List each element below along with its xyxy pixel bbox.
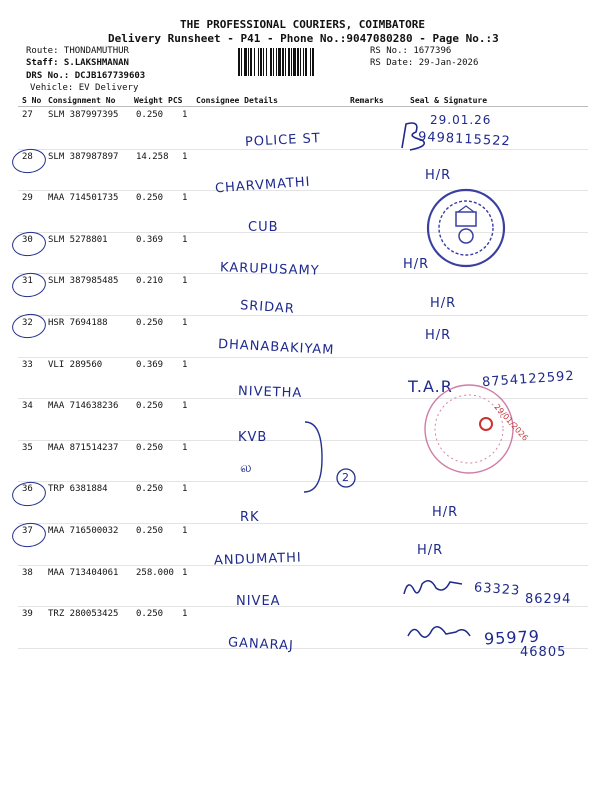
barcode-bar <box>276 48 277 76</box>
circle-mark-28 <box>10 147 47 175</box>
barcode-bar <box>300 48 301 76</box>
barcode-bar <box>273 48 274 76</box>
hand-consignee-8: KVB <box>238 430 268 445</box>
hand-consignee-6: DHANABAKIYAM <box>217 336 335 359</box>
col-remarks: Remarks <box>350 96 384 105</box>
barcode-bar <box>305 48 307 76</box>
barcode-icon <box>238 48 366 76</box>
barcode-bar <box>250 48 252 76</box>
row-consignment: MAA 714638236 <box>48 401 119 412</box>
row-pcs: 1 <box>182 609 188 620</box>
sig-tar: T.A.R <box>408 377 453 396</box>
col-seal-signature: Seal & Signature <box>410 96 488 105</box>
row-sno: 33 <box>22 359 33 370</box>
hand-consignee-5: SRIDAR <box>239 298 296 317</box>
barcode-bar <box>285 48 286 76</box>
row-pcs: 1 <box>182 526 188 536</box>
row-sno: 37 <box>22 526 33 536</box>
row-divider <box>18 565 588 566</box>
row-consignment: SLM 387997395 <box>48 110 119 120</box>
row-weight: 0.250 <box>136 401 164 412</box>
row-pcs: 1 <box>182 193 188 204</box>
row-divider <box>18 606 588 607</box>
row-sno: 29 <box>22 193 33 204</box>
rs-date: RS Date: 29-Jan-2026 <box>370 58 479 68</box>
col-sno: S No <box>22 96 42 105</box>
hand-consignee-3: CUB <box>248 220 279 235</box>
row-weight: 0.250 <box>136 110 164 120</box>
sig-date: 29.01.26 <box>430 113 492 127</box>
sig-num-2: 86294 <box>525 592 572 607</box>
circle-mark-30 <box>10 230 47 258</box>
sig-hr-5: H/R <box>432 505 459 520</box>
sig-num-3: 95979 <box>483 626 541 649</box>
barcode-bar <box>282 48 284 76</box>
row-sno: 35 <box>22 442 33 453</box>
hand-tamil-mark: ல <box>240 460 253 476</box>
row-pcs: 1 <box>182 276 188 287</box>
row-sno: 38 <box>22 567 33 578</box>
row-sno: 30 <box>22 234 33 245</box>
row-weight: 0.250 <box>136 193 164 204</box>
row-weight: 0.250 <box>136 318 164 328</box>
barcode-bar <box>310 48 311 76</box>
barcode-bar <box>312 48 314 76</box>
stamp-date: 29/01/2026 <box>492 402 530 443</box>
barcode-bar <box>293 48 296 76</box>
hand-consignee-4: KARUPUSAMY <box>219 260 320 279</box>
row-weight: 14.258 <box>136 151 169 162</box>
sig-num-4: 46805 <box>520 645 567 660</box>
barcode-bar <box>266 48 267 76</box>
sig-hr-6: H/R <box>417 543 444 558</box>
barcode-bar <box>297 48 299 76</box>
hand-consignee-1: POLICE ST <box>244 131 322 150</box>
row-pcs: 1 <box>182 442 188 453</box>
row-pcs: 1 <box>182 484 188 495</box>
barcode-bar <box>238 48 240 76</box>
row-consignment: TRZ 280053425 <box>48 609 119 620</box>
row-weight: 258.000 <box>136 567 174 578</box>
row-consignment: SLM 5278801 <box>48 234 108 245</box>
runsheet-subtitle: Delivery Runsheet - P41 - Phone No.:9047080280 - Page No.:3 <box>108 32 499 45</box>
hand-consignee-2: CHARVMATHI <box>214 174 312 197</box>
barcode-bar <box>241 48 242 76</box>
col-consignment: Consignment No <box>48 96 116 105</box>
rs-number: RS No.: 1677396 <box>370 46 452 56</box>
row-consignment: SLM 387985485 <box>48 276 119 287</box>
row-divider <box>18 523 588 524</box>
hand-consignee-11: NIVEA <box>236 594 281 609</box>
barcode-bar <box>270 48 272 76</box>
hand-consignee-10: ANDUMATHI <box>213 550 303 569</box>
row-consignment: MAA 714501735 <box>48 193 119 204</box>
row-consignment: MAA 871514237 <box>48 442 119 453</box>
row-pcs: 1 <box>182 234 188 245</box>
barcode-bar <box>258 48 259 76</box>
bracket-mark <box>300 418 360 498</box>
circle-mark-32 <box>10 312 47 340</box>
route-label: Route: THONDAMUTHUR <box>26 46 129 56</box>
row-pcs: 1 <box>182 567 188 578</box>
barcode-bar <box>254 48 255 76</box>
hand-consignee-12: GANARAJ <box>227 635 295 654</box>
row-weight: 0.369 <box>136 359 164 370</box>
vehicle-label: Vehicle: EV Delivery <box>30 83 139 93</box>
row-consignment: MAA 716500032 <box>48 526 119 536</box>
col-consignee: Consignee Details <box>196 96 278 105</box>
row-sno: 31 <box>22 276 33 287</box>
row-sno: 39 <box>22 609 33 620</box>
sig-num-1: 63323 <box>473 580 521 599</box>
row-pcs: 1 <box>182 401 188 412</box>
row-consignment: SLM 387987897 <box>48 151 119 162</box>
row-pcs: 1 <box>182 151 188 162</box>
row-sno: 32 <box>22 318 33 328</box>
hand-consignee-7: NIVETHA <box>237 383 303 402</box>
barcode-bar <box>244 48 247 76</box>
barcode-bar <box>260 48 262 76</box>
barcode-bar <box>248 48 249 76</box>
row-pcs: 1 <box>182 359 188 370</box>
row-sno: 34 <box>22 401 33 412</box>
rubber-seal-stamp <box>420 380 518 478</box>
drs-label: DRS No.: DCJB167739603 <box>26 71 146 81</box>
tamil-signature-1 <box>400 572 470 602</box>
row-weight: 0.250 <box>136 484 164 495</box>
staff-label: Staff: S.LAKSHMANAN <box>26 58 129 68</box>
row-weight: 0.250 <box>136 526 164 536</box>
row-sno: 27 <box>22 110 33 120</box>
sig-hr-3: H/R <box>430 296 457 311</box>
signature-scribble <box>396 118 430 154</box>
barcode-bar <box>303 48 304 76</box>
sig-hr-1: H/R <box>425 168 452 183</box>
barcode-bar <box>291 48 292 76</box>
sig-phone-2: 8754122592 <box>481 368 576 391</box>
row-pcs: 1 <box>182 110 188 120</box>
sig-hr-2: H/R <box>403 257 430 272</box>
row-sno: 36 <box>22 484 33 495</box>
row-sno: 28 <box>22 151 33 162</box>
tamil-signature-2 <box>404 618 478 648</box>
row-divider <box>18 357 588 358</box>
barcode-bar <box>263 48 264 76</box>
circle-mark-31 <box>10 271 47 299</box>
row-divider <box>18 648 588 649</box>
sig-hr-4: H/R <box>425 328 452 343</box>
row-consignment: TRP 6381884 <box>48 484 108 495</box>
col-weight: Weight <box>134 96 163 105</box>
col-pcs: PCS <box>168 96 183 105</box>
bank-seal-stamp <box>424 186 508 270</box>
barcode-bar <box>288 48 290 76</box>
row-consignment: HSR 7694188 <box>48 318 108 328</box>
row-consignment: VLI 289560 <box>48 359 103 370</box>
row-weight: 0.369 <box>136 234 164 245</box>
hand-consignee-9: RK <box>240 510 260 525</box>
header-divider <box>18 106 588 107</box>
circle-mark-36 <box>10 480 47 508</box>
bracket-number: 2 <box>342 471 349 484</box>
row-divider <box>18 315 588 316</box>
row-pcs: 1 <box>182 318 188 328</box>
row-consignment: MAA 713404061 <box>48 567 119 578</box>
row-weight: 0.210 <box>136 276 164 287</box>
circle-mark-37 <box>10 521 47 549</box>
sig-phone-1: 9498115522 <box>417 129 512 150</box>
company-title: THE PROFESSIONAL COURIERS, COIMBATORE <box>180 18 426 31</box>
barcode-bar <box>278 48 281 76</box>
row-weight: 0.250 <box>136 442 164 453</box>
row-weight: 0.250 <box>136 609 164 620</box>
